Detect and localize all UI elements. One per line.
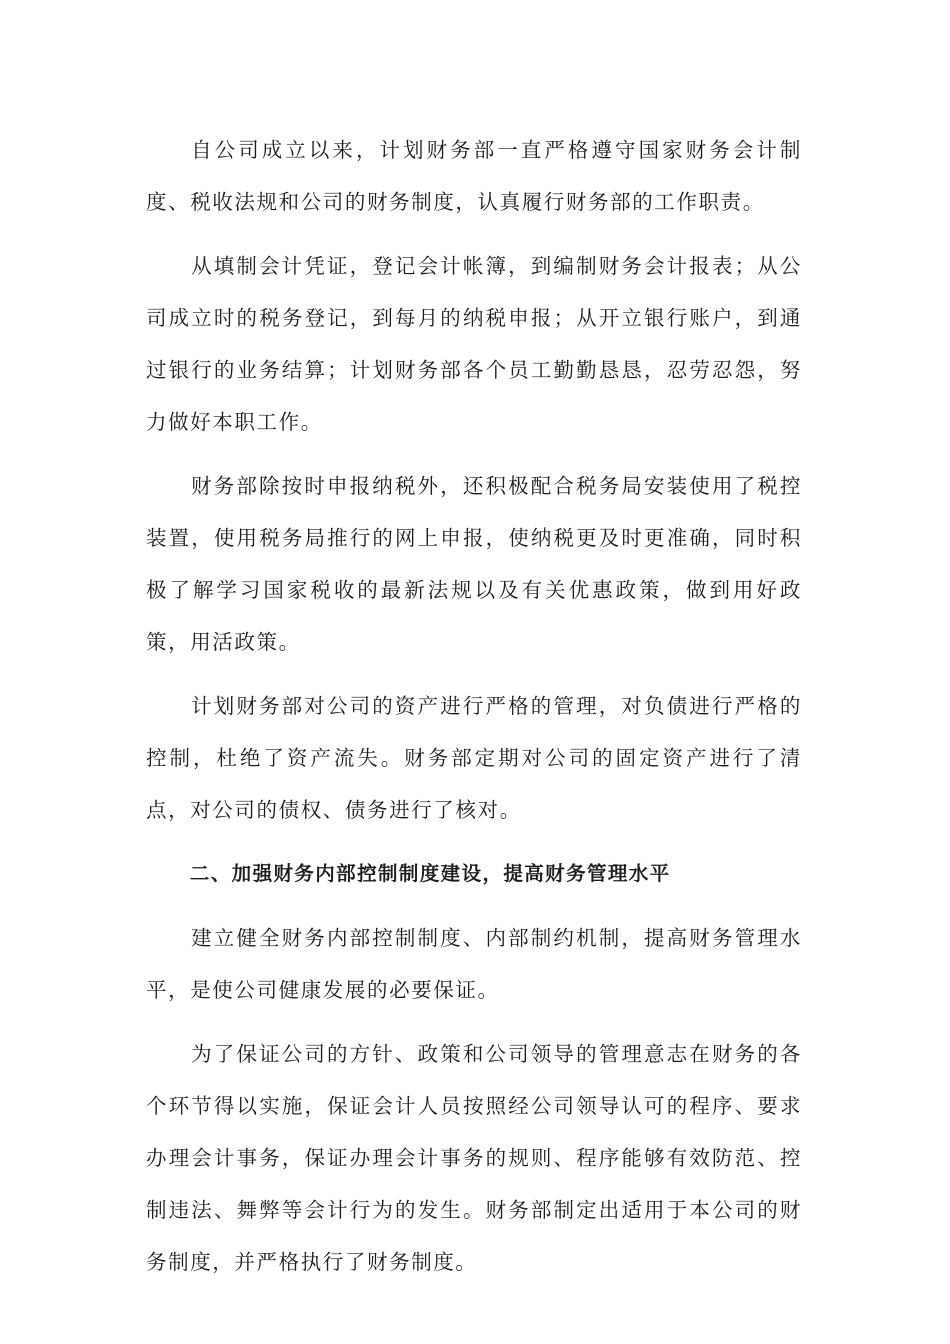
paragraph-4: 计划财务部对公司的资产进行严格的管理，对负债进行严格的控制，杜绝了资产流失。财务部定期对公司的固定资产进行了清点，对公司的债权、债务进行了核对。 xyxy=(146,694,802,822)
paragraph-6: 为了保证公司的方针、政策和公司领导的管理意志在财务的各个环节得以实施，保证会计人员按照经公司领导认可的程序、要求办理会计事务，保证办理会计事务的规则、程序能够有效防范、控制违法、舞弊等会计行为的发生。财务部制定出适用于本公司的财务制度，并严格执行了财务制度。 xyxy=(146,1042,802,1274)
paragraph-2: 从填制会计凭证，登记会计帐簿，到编制财务会计报表；从公司成立时的税务登记，到每月的纳税申报；从开立银行账户，到通过银行的业务结算；计划财务部各个员工勤勤恳恳，忍劳忍怨，努力做好本职工作。 xyxy=(146,254,802,434)
paragraph-1: 自公司成立以来，计划财务部一直严格遵守国家财务会计制度、税收法规和公司的财务制度，认真履行财务部的工作职责。 xyxy=(146,138,802,214)
paragraph-3: 财务部除按时申报纳税外，还积极配合税务局安装使用了税控装置，使用税务局推行的网上申报，使纳税更及时更准确，同时积极了解学习国家税收的最新法规以及有关优惠政策，做到用好政策，用活政策。 xyxy=(146,474,802,654)
section-heading: 二、加强财务内部控制制度建设，提高财务管理水平 xyxy=(189,862,671,885)
document-body xyxy=(146,124,802,1300)
paragraph-5: 建立健全财务内部控制制度、内部制约机制，提高财务管理水平，是使公司健康发展的必要保证。 xyxy=(146,926,802,1002)
